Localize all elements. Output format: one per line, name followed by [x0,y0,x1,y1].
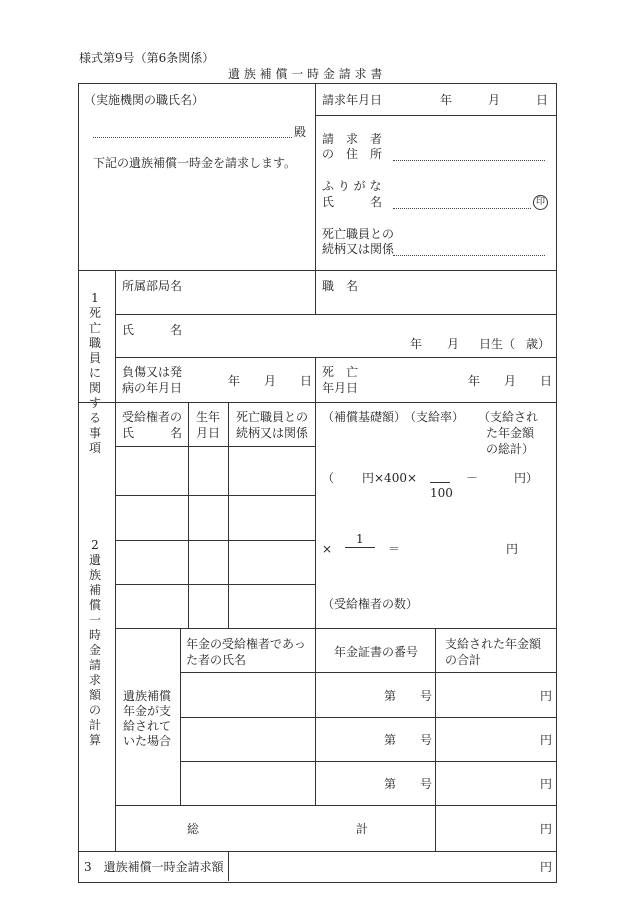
s1-line-b [115,357,556,358]
s3-divider [228,851,229,881]
dai-2: 第 [384,733,397,747]
go-1: 号 [420,689,433,703]
death-date-label-1: 死 亡 [322,365,359,379]
yen-1: 円 [540,689,553,703]
death-month: 月 [504,374,517,388]
s1-divider-a [315,270,316,314]
dai-1: 第 [384,689,397,703]
recipient-count-label: （受給権者の数） [322,597,419,611]
form-title: 遺 族 補 償 一 時 金 請 求 書 [228,67,383,81]
birth-month: 月 [447,337,460,351]
agency-label: （実施機関の職氏名） [84,93,205,107]
recipient-name-header-1: 受給権者の [122,410,183,424]
claimant-address-label-1: 請 求 者 [322,132,383,146]
formula-close: 円） [514,471,539,485]
yen-3: 円 [540,777,553,791]
go-2: 号 [420,733,433,747]
honorific: 殿 [294,125,307,139]
death-year: 年 [468,374,481,388]
birth-header-2: 月日 [196,426,221,440]
claimant-address-label-2: の 住 所 [322,147,383,161]
section1-top-line [78,270,556,271]
birth-year: 年 [410,337,423,351]
dept-label: 所属部局名 [122,279,183,293]
pension-case-label-2: 年金が支 [123,704,172,718]
paid-total-label-2: た年金額 [486,426,535,440]
paid-total-label-1: （支給され [478,410,539,424]
recipients-row-3 [115,540,315,541]
relationship-header-2: 続柄又は関係 [236,426,309,440]
total-yen: 円 [540,822,553,836]
formula-minus: － [466,471,479,485]
base-amount-label: （補償基礎額） [322,410,407,424]
s1-divider-b [315,357,316,402]
birth-header-1: 生年 [196,410,221,424]
relationship-label-1: 死亡職員との [322,227,395,241]
section3-yen: 円 [540,860,553,874]
injury-date-label-2: 病の年月日 [122,381,183,395]
header-date-line [315,115,556,116]
relationship-label-2: 続柄又は関係 [322,242,395,256]
pension-row-1 [180,672,556,673]
claimant-name-label: 氏 名 [322,195,383,209]
relationship-field[interactable] [393,255,545,256]
death-day: 日 [540,374,553,388]
total-label-so: 総 [187,822,200,836]
pension-top-line [115,628,556,629]
s2-col-b [228,402,229,628]
form-number: 様式第9号（第6条関係） [79,51,215,65]
age: 歳） [526,337,551,351]
total-label-kei: 計 [356,822,369,836]
pension-case-label-4: いた場合 [123,734,172,748]
formula-denominator: 100 [430,486,453,500]
pension-recipient-header-1: 年金の受給権者であっ [186,637,306,651]
section2-label: 2 遺族補償一時金請求額の計算 [88,538,101,747]
form-frame [78,83,557,883]
s2-col-c [315,402,316,628]
section3-top-line [78,851,556,852]
pension-col-c [435,628,436,851]
birth-day: 日生（ [479,337,516,351]
seal-icon: 印 [533,195,548,210]
request-month: 月 [488,93,501,107]
job-label: 職 名 [322,279,359,293]
recipients-row-4 [115,584,315,585]
pension-case-label-1: 遺族補償 [123,689,172,703]
total-top-line [115,805,556,806]
formula-open: （ [322,471,335,485]
s1-line-a [115,314,556,315]
pension-case-label-3: 給されて [123,719,172,733]
rate-label: （支給率） [404,410,465,424]
yen-2: 円 [540,733,553,747]
pension-row-3 [180,761,556,762]
paid-pension-header-2: の合計 [445,653,482,667]
relationship-header-1: 死亡職員との [236,410,309,424]
formula-result-yen: 円 [506,542,519,556]
paid-pension-header-1: 支給された年金額 [445,637,542,651]
section1-label: 1 死亡職員に関する事項 [88,291,101,455]
pension-recipient-header-2: た者の氏名 [186,653,247,667]
request-text: 下記の遺族補償一時金を請求します。 [93,156,297,170]
header-divider [315,83,316,270]
paid-total-label-3: の総計） [486,442,535,456]
formula-times: × [322,542,333,556]
go-3: 号 [420,777,433,791]
deceased-name-label: 氏 名 [122,323,183,337]
dai-3: 第 [384,777,397,791]
injury-day: 日 [300,374,313,388]
claimant-address-field[interactable] [393,160,545,161]
death-date-label-2: 年月日 [322,381,359,395]
claimant-name-field[interactable] [393,208,531,209]
injury-year: 年 [228,374,241,388]
s2-col-a [188,402,189,628]
agency-name-field[interactable] [93,137,292,138]
recipients-row-2 [115,495,315,496]
injury-date-label-1: 負傷又は発 [122,365,183,379]
recipient-count-fraction-bar [345,547,375,548]
request-year: 年 [440,93,453,107]
formula-one: 1 [356,532,364,546]
injury-month: 月 [264,374,277,388]
furigana-label: ふ り が な [322,179,382,193]
request-day: 日 [536,93,549,107]
request-date-label: 請求年月日 [322,93,383,107]
formula-yen-x400: 円×400× [362,471,418,485]
fraction-bar [430,482,450,483]
section2-top-line [78,402,556,403]
recipient-name-header-2: 氏 名 [122,426,183,440]
pension-row-2 [180,717,556,718]
certificate-number-header: 年金証書の番号 [334,645,419,659]
recipients-row-1 [115,446,315,447]
formula-equals: ＝ [388,542,401,556]
section3-label: 3 遺族補償一時金請求額 [84,860,224,874]
